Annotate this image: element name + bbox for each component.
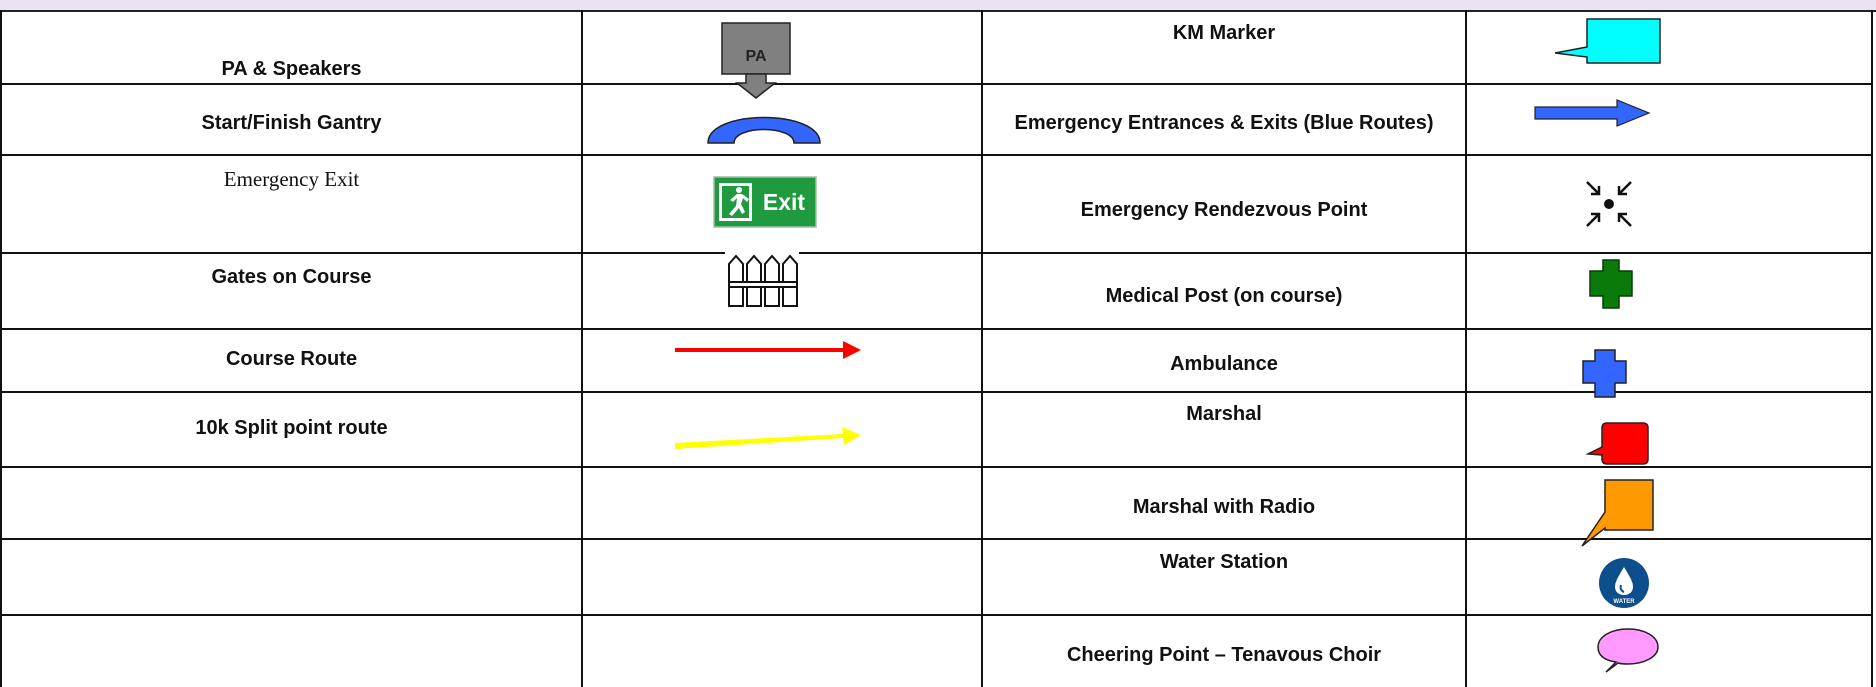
right-label-cell [981, 254, 1465, 328]
emergency-entrances-exits-label: Emergency Entrances & Exits (Blue Routes) [1014, 112, 1434, 134]
medical-post-label: Medical Post (on course) [1105, 285, 1343, 307]
right-icon-cell [1465, 85, 1873, 154]
split-point-route-label: 10k Split point route [195, 417, 388, 439]
km-marker-callout-icon [1552, 17, 1664, 67]
water-drop-icon [1598, 557, 1650, 611]
right-label-cell [981, 616, 1465, 687]
right-label-cell [981, 540, 1465, 614]
ambulance-label: Ambulance [1170, 353, 1278, 375]
left-label-cell [0, 330, 581, 391]
marshal-with-radio-label: Marshal with Radio [1132, 496, 1316, 518]
start-finish-gantry-label: Start/Finish Gantry [201, 112, 382, 134]
left-label-cell [0, 85, 581, 154]
pink-speech-bubble-icon [1596, 626, 1660, 674]
pa-icon-text: PA [745, 48, 767, 65]
left-label-cell [0, 156, 581, 252]
right-label-cell [981, 468, 1465, 538]
legend-row [0, 254, 1873, 330]
legend-row [0, 393, 1873, 468]
right-icon-cell [1465, 156, 1873, 252]
emergency-exit-sign-icon [713, 176, 817, 228]
red-callout-icon [1585, 421, 1651, 467]
fence-gate-icon [725, 252, 799, 308]
right-label-cell [981, 330, 1465, 391]
left-label-cell [0, 540, 581, 614]
green-cross-icon [1586, 258, 1636, 310]
right-label-cell [981, 156, 1465, 252]
right-label-cell [981, 85, 1465, 154]
emergency-rendezvous-label: Emergency Rendezvous Point [1080, 199, 1368, 221]
yellow-arrow-icon [673, 423, 863, 453]
left-label-cell [0, 10, 581, 83]
right-icon-cell [1465, 393, 1873, 466]
right-label-cell [981, 10, 1465, 83]
red-arrow-icon [673, 338, 863, 362]
right-label-cell [981, 393, 1465, 466]
pa-speakers-label: PA & Speakers [221, 58, 362, 80]
exit-sign-text: Exit [762, 189, 806, 215]
water-station-label: Water Station [1159, 551, 1289, 573]
gates-on-course-label: Gates on Course [211, 266, 372, 288]
left-icon-cell [581, 85, 981, 154]
left-icon-cell [581, 616, 981, 687]
rendezvous-point-icon [1583, 176, 1635, 232]
blue-arrow-icon [1533, 98, 1651, 128]
legend-row [0, 10, 1873, 85]
legend-row [0, 616, 1873, 687]
left-icon-cell [581, 254, 981, 328]
legend-row [0, 330, 1873, 393]
emergency-exit-label: Emergency Exit [223, 167, 360, 191]
right-icon-cell [1465, 468, 1873, 538]
right-icon-cell [1465, 10, 1873, 83]
legend-row [0, 540, 1873, 616]
right-icon-cell [1465, 330, 1873, 391]
left-icon-cell [581, 330, 981, 391]
right-icon-cell [1465, 616, 1873, 687]
left-icon-cell [581, 540, 981, 614]
legend-row [0, 85, 1873, 156]
left-label-cell [0, 254, 581, 328]
water-icon-text: WATER [1613, 599, 1635, 605]
marshal-label: Marshal [1186, 403, 1262, 425]
legend-row [0, 156, 1873, 254]
left-icon-cell [581, 10, 981, 83]
km-marker-label: KM Marker [1172, 22, 1276, 44]
left-label-cell [0, 616, 581, 687]
right-icon-cell [1465, 254, 1873, 328]
left-icon-cell [581, 468, 981, 538]
legend-table [0, 10, 1873, 687]
left-label-cell [0, 468, 581, 538]
legend-row [0, 468, 1873, 540]
gantry-arch-icon [706, 99, 822, 145]
course-route-label: Course Route [225, 348, 358, 370]
right-icon-cell [1465, 540, 1873, 614]
cheering-point-label: Cheering Point – Tenavous Choir [1066, 644, 1382, 666]
left-label-cell [0, 393, 581, 466]
left-icon-cell [581, 156, 981, 252]
left-icon-cell [581, 393, 981, 466]
